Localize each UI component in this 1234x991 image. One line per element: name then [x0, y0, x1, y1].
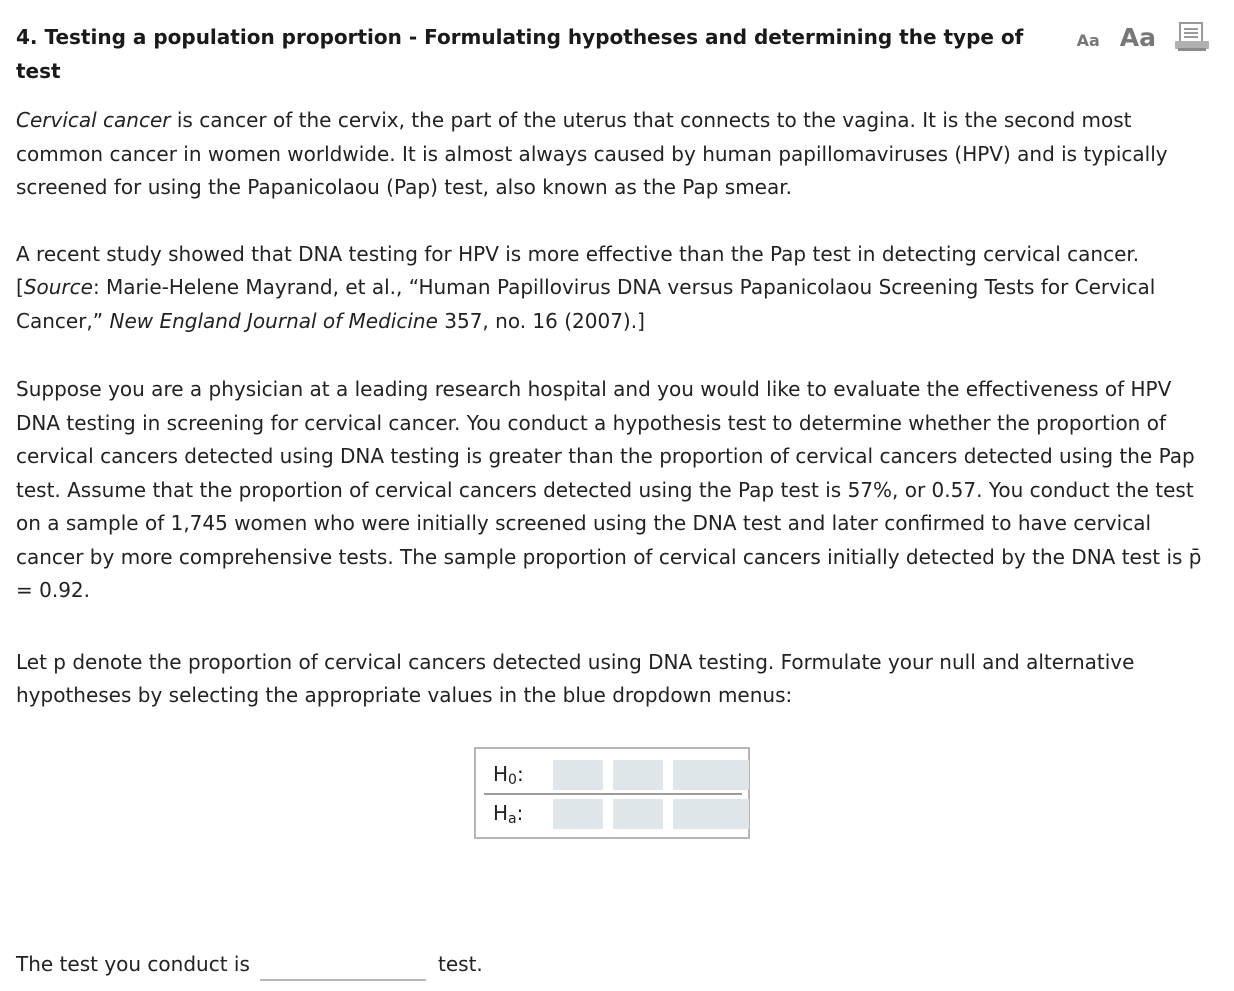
paragraph-study — [16, 238, 1216, 339]
decrease-font-button[interactable]: Aa — [1076, 31, 1100, 50]
null-subscript: 0 — [508, 772, 517, 788]
toolbar — [1077, 22, 1210, 52]
hypotheses-divider — [484, 793, 742, 795]
hypotheses-box — [474, 747, 750, 839]
journal-name: New England Journal of Medicine — [109, 308, 438, 333]
null-value-dropdown[interactable] — [673, 760, 749, 790]
print-icon[interactable] — [1174, 22, 1210, 52]
question-body — [16, 104, 1216, 746]
alternative-operator-dropdown[interactable] — [613, 799, 663, 829]
test-type-dropdown[interactable] — [260, 947, 426, 981]
null-operator-dropdown[interactable] — [613, 760, 663, 790]
paragraph-instructions: Let p denote the proportion of cervical cancers detected using DNA testing. Formulate your null and alternative hypotheses by selecting the appropriate values in the blue dropdown menus: — [16, 649, 1135, 707]
paragraph-scenario: Suppose you are a physician at a leading research hospital and you would like to evaluate the effectiveness of HPV DNA testing in screening for cervical cancer. You conduct a hypothesis test to determine whether the proportion of cervical cancers detected using DNA testing is greater than the proportion of cervical cancers detected using the Pap test. Assume that the proportion of cervical cancers detected using the Pap test is 57%, or 0.57. You conduct the test on a sample of 1,745 women who were initially screened using the DNA test and later confirmed to have cervical cancer by more comprehensive tests. The sample proportion of cervical cancers initially detected by the DNA test is p̄ = 0.92. — [16, 377, 1202, 602]
study-text-after: 357, no. 16 (2007).] — [437, 308, 645, 333]
alternative-hypothesis-row — [476, 797, 748, 831]
test-type-suffix: test. — [438, 952, 483, 976]
question-title: 4. Testing a population proportion - Formulating hypotheses and determining the type of test — [16, 25, 1024, 83]
term-cervical-cancer: Cervical cancer — [16, 108, 171, 132]
paragraph-intro — [16, 104, 1216, 205]
test-type-prefix: The test you conduct is — [16, 952, 250, 976]
study-text-before: A recent study showed that DNA testing for HPV is more effective than the Pap test in detecting cervical cancer. [ — [16, 241, 1140, 299]
alternative-hypothesis-label: $H_a$: — [493, 801, 524, 827]
study-text-middle: : Marie-Helene Mayrand, et al., “Human Papillovirus DNA versus Papanicolaou Screening Tests for Cervical Cancer,” — [16, 275, 1156, 333]
alternative-subscript: a — [508, 811, 517, 827]
intro-text: is cancer of the cervix, the part of the uterus that connects to the vagina. It is the second most common cancer in women worldwide. It is almost always caused by human papillomaviruses (HPV) and is typically screened for using the Papanicolaou (Pap) test, also known as the Pap smear. — [16, 108, 1168, 199]
increase-font-button[interactable]: Aa — [1119, 23, 1156, 52]
alternative-value-dropdown[interactable] — [673, 799, 749, 829]
alternative-parameter-dropdown[interactable] — [553, 799, 603, 829]
null-hypothesis-row — [476, 758, 748, 792]
null-parameter-dropdown[interactable] — [553, 760, 603, 790]
null-hypothesis-label: $H_0$: — [493, 762, 524, 788]
source-label: Source — [23, 275, 93, 299]
